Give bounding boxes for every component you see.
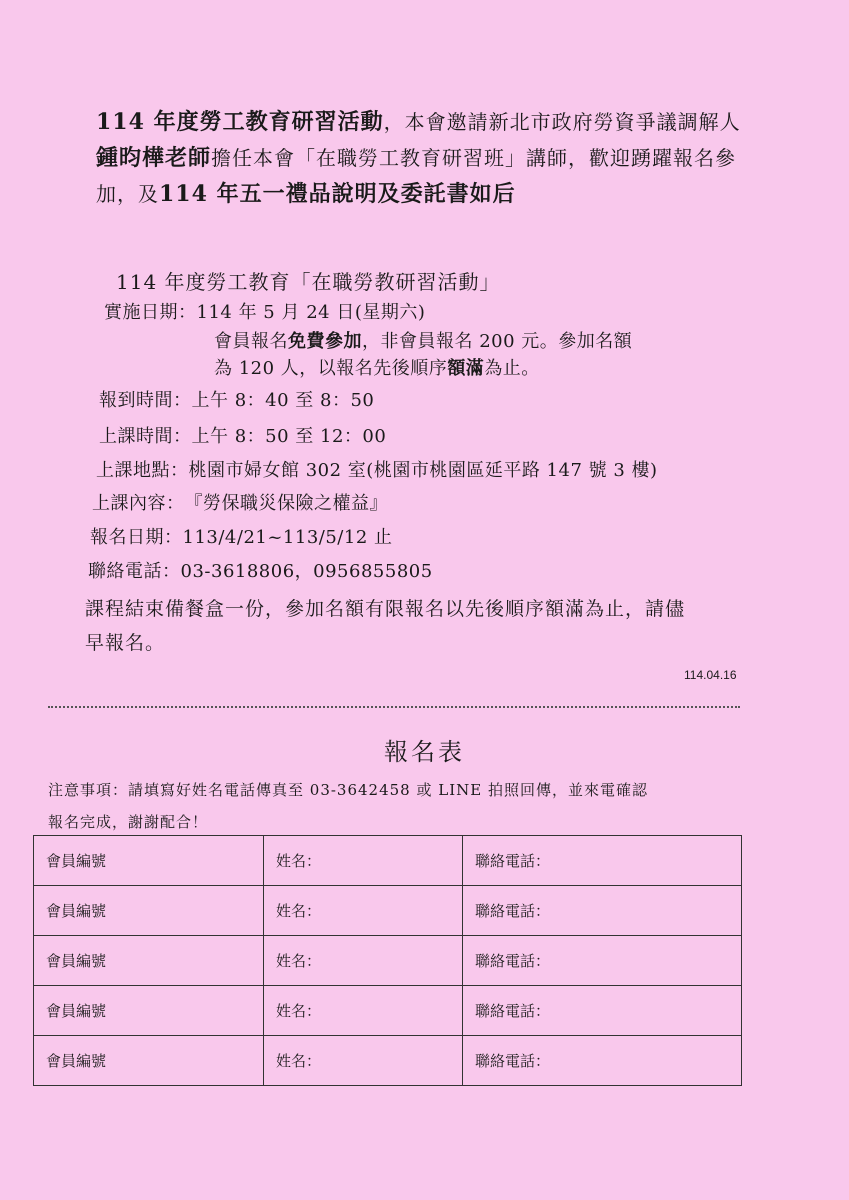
table-row (34, 936, 742, 986)
member-number-cell[interactable]: 會員編號 (34, 836, 264, 886)
form-note-line-1: 注意事項：請填寫好姓名電話傳真至 03-3642458 或 LINE 拍照回傳，並來電確認 (48, 781, 648, 799)
table-row (34, 1036, 742, 1086)
event-title: 114 年度勞工教育「在職勞教研習活動」 (116, 270, 501, 294)
member-number-cell[interactable]: 會員編號 (34, 886, 264, 936)
meal-notice (85, 592, 765, 660)
quota-text: 為止。 (484, 358, 540, 379)
contact-row (88, 557, 433, 583)
content-value: 『勞保職災保險之權益』 (184, 493, 388, 514)
date-label: 實施日期： (104, 302, 197, 323)
fee-text: ，非會員報名 200 元。參加名額 (362, 331, 633, 352)
gift-notice-bold: 114 年五一禮品說明及委託書如后 (159, 181, 516, 207)
member-number-cell[interactable]: 會員編號 (34, 936, 264, 986)
fee-text: 會員報名 (214, 331, 288, 352)
cut-line-divider (48, 706, 740, 708)
phone-cell[interactable]: 聯絡電話： (463, 836, 742, 886)
content-row (92, 489, 388, 515)
class-time-value: 上午 8：50 至 12：00 (191, 426, 387, 447)
intro-text: ，本會邀請新北市政府勞資爭議調解人 (383, 110, 741, 134)
location-row (96, 456, 658, 482)
instructor-name: 鍾昀樺老師 (96, 145, 212, 171)
contact-value: 03-3618806，0956855805 (180, 561, 433, 582)
location-label: 上課地點： (96, 460, 189, 481)
quota-row (214, 354, 540, 380)
form-note-line-2: 報名完成，謝謝配合！ (48, 813, 209, 831)
form-instructions (48, 774, 748, 838)
checkin-value: 上午 8：40 至 8：50 (191, 390, 375, 411)
signup-label: 報名日期： (90, 527, 183, 548)
date-value: 114 年 5 月 24 日(星期六) (196, 302, 426, 323)
intro-line-1 (96, 104, 786, 140)
name-cell[interactable]: 姓名： (264, 886, 463, 936)
class-time-row (99, 422, 386, 448)
registration-form-title: 報名表 (384, 738, 465, 766)
document-date: 114.04.16 (684, 668, 737, 682)
quota-text: 為 120 人，以報名先後順序 (214, 358, 448, 379)
intro-line-2 (96, 140, 786, 176)
member-number-cell[interactable]: 會員編號 (34, 986, 264, 1036)
table-row (34, 836, 742, 886)
contact-label: 聯絡電話： (88, 561, 181, 582)
checkin-label: 報到時間： (99, 390, 192, 411)
name-cell[interactable]: 姓名： (264, 1036, 463, 1086)
quota-full-bold: 額滿 (447, 358, 485, 379)
member-number-cell[interactable]: 會員編號 (34, 1036, 264, 1086)
intro-text: 擔任本會「在職勞工教育研習班」講師，歡迎踴躍報名參 (211, 146, 737, 170)
signup-value: 113/4/21~113/5/12 止 (182, 527, 393, 548)
name-cell[interactable]: 姓名： (264, 836, 463, 886)
content-label: 上課內容： (92, 493, 185, 514)
phone-cell[interactable]: 聯絡電話： (463, 936, 742, 986)
registration-table (33, 835, 742, 1086)
fee-row (214, 327, 632, 353)
phone-cell[interactable]: 聯絡電話： (463, 886, 742, 936)
fee-free-bold: 免費參加 (288, 331, 362, 352)
name-cell[interactable]: 姓名： (264, 936, 463, 986)
meal-notice-line-2: 早報名。 (85, 632, 166, 654)
phone-cell[interactable]: 聯絡電話： (463, 1036, 742, 1086)
intro-text: 加，及 (96, 182, 159, 206)
name-cell[interactable]: 姓名： (264, 986, 463, 1036)
phone-cell[interactable]: 聯絡電話： (463, 986, 742, 1036)
event-name-bold: 114 年度勞工教育研習活動 (96, 109, 384, 135)
signup-date-row (90, 523, 393, 549)
intro-line-3 (96, 176, 786, 212)
event-date-row (104, 298, 425, 324)
meal-notice-line-1: 課程結束備餐盒一份，參加名額有限報名以先後順序額滿為止，請儘 (85, 598, 686, 620)
table-row (34, 886, 742, 936)
checkin-row (99, 386, 374, 412)
class-time-label: 上課時間： (99, 426, 192, 447)
location-value: 桃園市婦女館 302 室(桃園市桃園區延平路 147 號 3 樓) (188, 460, 658, 481)
intro-paragraph (96, 104, 786, 212)
table-row (34, 986, 742, 1036)
